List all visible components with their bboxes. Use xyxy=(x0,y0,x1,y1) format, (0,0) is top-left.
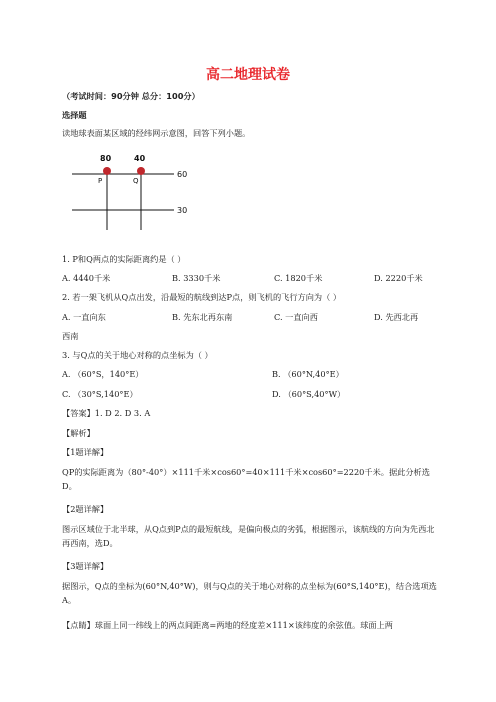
question-2-stem: 2. 若一架飞机从Q点出发，沿最短的航线到达P点，则飞机的飞行方向为（ ） xyxy=(62,292,342,302)
q3-option-d: D. （60°S,40°W） xyxy=(272,389,346,399)
question-1-stem: 1. P和Q两点的实际距离约是（ ） xyxy=(62,254,186,264)
sub1-explanation: QP的实际距离为（80°-40°）×111千米×cos60°=40×111千米×cos60°=2220千米。据此分析选D。 xyxy=(62,467,430,491)
graticule-diagram xyxy=(62,152,202,230)
q2-option-d: D. 先西北再 xyxy=(374,312,419,322)
point-p-marker xyxy=(103,167,111,175)
label-lon-40: 40 xyxy=(134,154,146,163)
label-lat-30: 30 xyxy=(177,206,188,215)
point-q-marker xyxy=(137,167,145,175)
label-lon-80: 80 xyxy=(100,154,112,163)
label-point-p: P xyxy=(98,177,103,185)
analysis-label: 【解析】 xyxy=(62,428,95,438)
intro-text: 读地球表面某区域的经纬网示意图，回答下列小题。 xyxy=(62,128,251,138)
sub3-explanation: 据图示，Q点的坐标为(60°N,40°W)，则与Q点的关于地心对称的点坐标为(60°S,140°E)，结合选项选A。 xyxy=(62,581,437,605)
q1-option-c: C. 1820千米 xyxy=(274,273,323,283)
sub3-label: 【3题详解】 xyxy=(62,561,109,571)
question-3-stem: 3. 与Q点的关于地心对称的点坐标为（ ） xyxy=(62,350,213,360)
q3-option-b: B. （60°N,40°E） xyxy=(272,369,344,379)
q1-option-d: D. 2220千米 xyxy=(374,273,423,283)
q2-option-c: C. 一直向西 xyxy=(274,312,318,322)
q2-option-d-continued: 西南 xyxy=(62,331,79,341)
q1-option-b: B. 3330千米 xyxy=(172,273,221,283)
answer-key: 【答案】1. D 2. D 3. A xyxy=(62,408,151,418)
q1-option-a: A. 4440千米 xyxy=(62,273,111,283)
q2-option-b: B. 先东北再东南 xyxy=(172,312,233,322)
page-title: 高二地理试卷 xyxy=(206,67,290,83)
q2-option-a: A. 一直向东 xyxy=(62,312,106,322)
q3-option-c: C. （30°S,140°E） xyxy=(62,389,138,399)
sub2-explanation: 图示区域位于北半球，从Q点到P点的最短航线，是偏向极点的劣弧，根据图示，该航线的方向为先西北再西南，选D。 xyxy=(62,524,435,548)
sub1-label: 【1题详解】 xyxy=(62,447,109,457)
label-lat-60: 60 xyxy=(177,170,188,179)
label-point-q: Q xyxy=(133,177,139,185)
exam-info: （考试时间：90分钟 总分：100分） xyxy=(62,91,200,101)
tip-text: 【点睛】球面上同一纬线上的两点间距离=两地的经度差×111×该纬度的余弦值。球面上两 xyxy=(62,620,393,630)
q3-option-a: A. （60°S，140°E） xyxy=(62,369,144,379)
section-heading: 选择题 xyxy=(62,110,87,120)
sub2-label: 【2题详解】 xyxy=(62,504,109,514)
